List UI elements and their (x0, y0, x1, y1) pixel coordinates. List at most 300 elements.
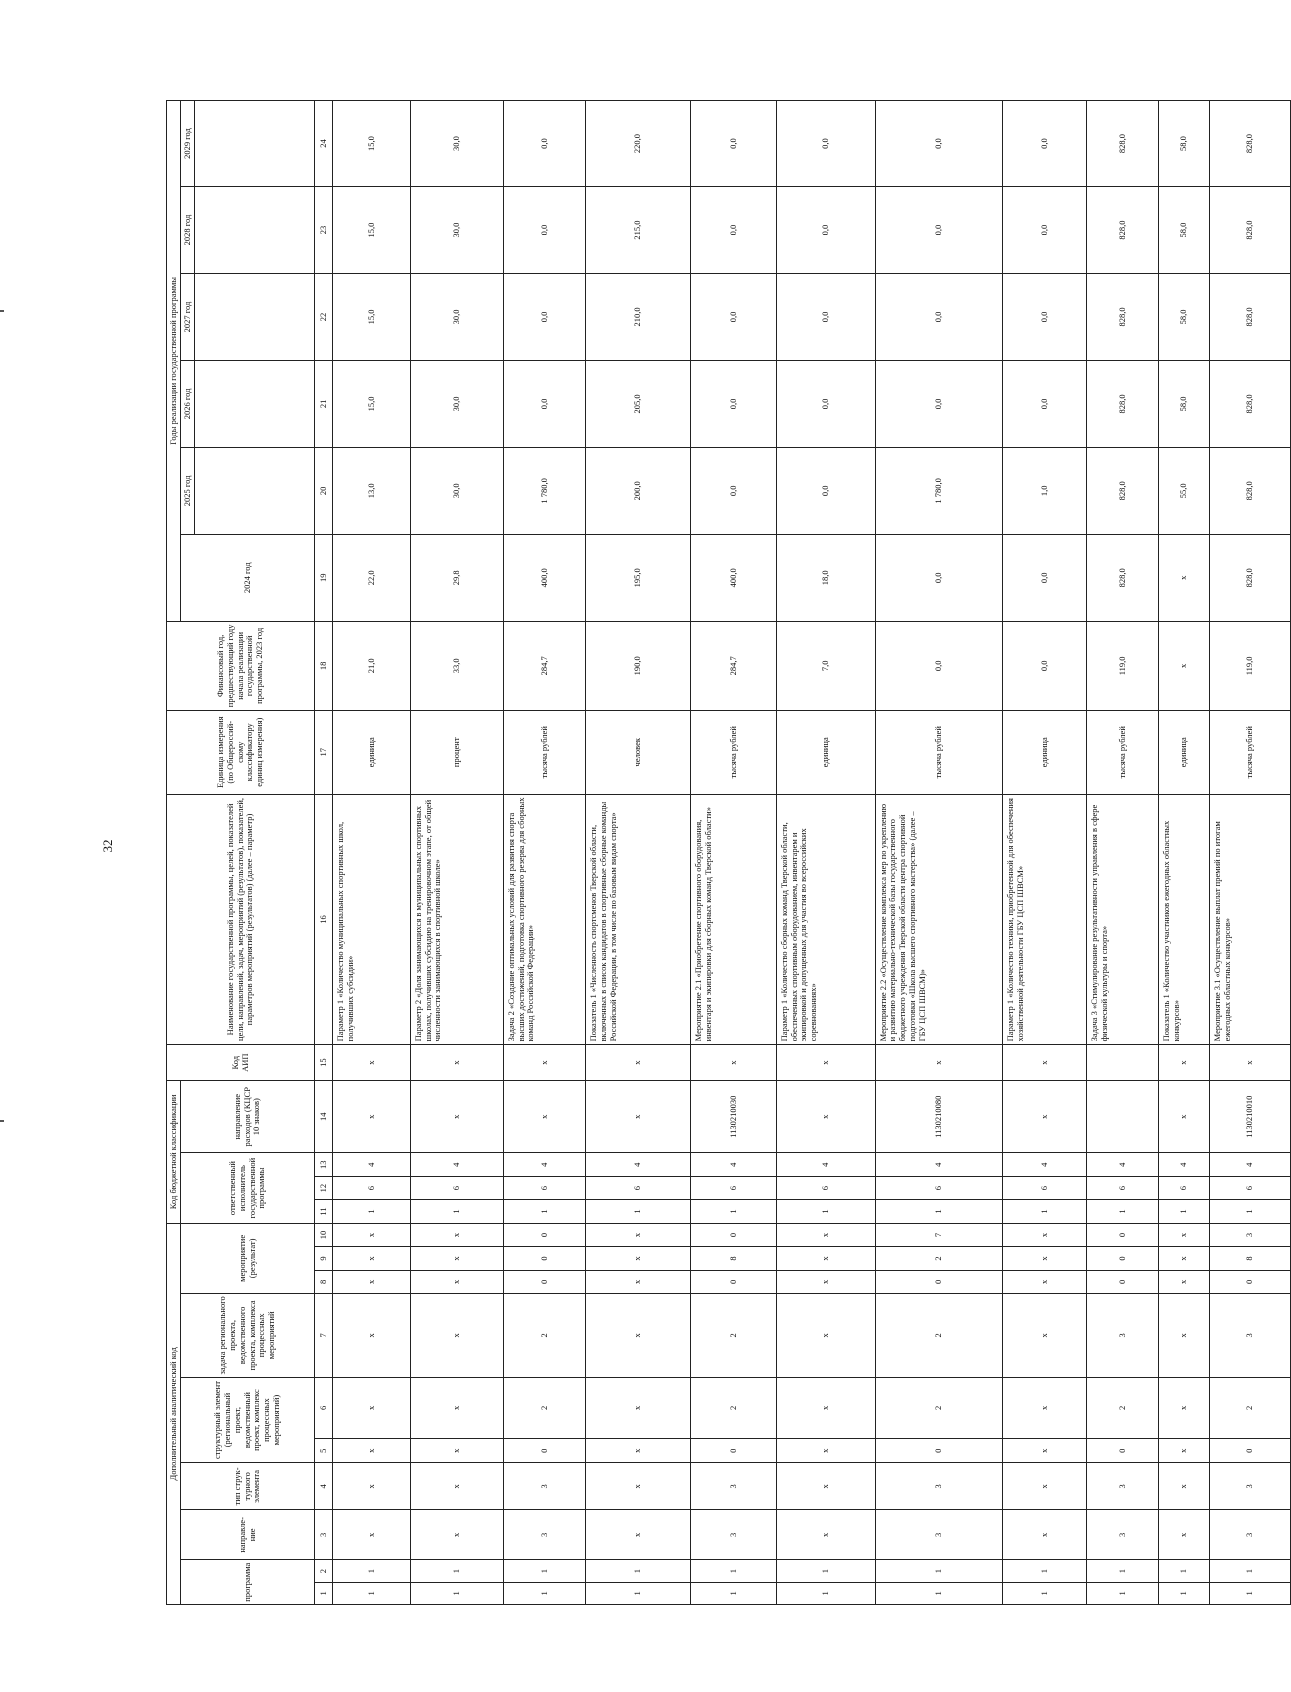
value-cell: 215,0 (586, 187, 691, 274)
code-cell: х (410, 1510, 503, 1560)
code-cell: 0 (1087, 1438, 1159, 1463)
code-cell: 0 (1087, 1223, 1159, 1247)
value-cell: 58,0 (1159, 360, 1210, 447)
column-number: 8 (315, 1270, 333, 1293)
column-number: 9 (315, 1247, 333, 1270)
value-cell: 55,0 (1159, 447, 1210, 534)
value-cell: 18,0 (776, 534, 875, 621)
code-cell: х (410, 1045, 503, 1081)
code-cell: 1 (503, 1582, 585, 1604)
value-cell: 828,0 (1209, 101, 1290, 187)
code-cell: 4 (333, 1153, 411, 1176)
value-cell: 15,0 (333, 187, 411, 274)
code-cell: х (776, 1270, 875, 1293)
code-cell: 0 (503, 1270, 585, 1293)
column-number: 24 (315, 101, 333, 187)
value-cell: 0,0 (1003, 274, 1087, 361)
unit-cell: единица (333, 710, 411, 794)
code-cell: 7 (875, 1223, 1002, 1247)
code-cell: 4 (410, 1153, 503, 1176)
code-cell: 1 (1209, 1582, 1290, 1604)
code-cell: 0 (691, 1438, 776, 1463)
value-cell: 828,0 (1209, 360, 1290, 447)
value-cell: 828,0 (1087, 101, 1159, 187)
unit-cell: тысяча рублей (1087, 710, 1159, 794)
value-cell: 13,0 (333, 447, 411, 534)
code-cell: 1 (1209, 1200, 1290, 1223)
table-row (875, 101, 1002, 1605)
year-2027-header: 2027 год (181, 274, 195, 361)
table-body (333, 101, 1291, 1605)
value-cell: 828,0 (1087, 187, 1159, 274)
column-number: 7 (315, 1294, 333, 1378)
value-cell: 33,0 (410, 621, 503, 710)
code-cell: х (1003, 1223, 1087, 1247)
code-cell: 0 (1087, 1247, 1159, 1270)
column-number: 14 (315, 1081, 333, 1153)
unit-cell: тысяча рублей (875, 710, 1002, 794)
item-name-cell: Мероприятие 3.1 «Осуществление выплат премий по итогам ежегодных областных конкурсов» (1209, 794, 1290, 1045)
column-number: 18 (315, 621, 333, 710)
value-cell: 400,0 (503, 534, 585, 621)
code-cell: х (1159, 1045, 1210, 1081)
item-name-cell: Задача 2 «Создание оптимальных условий для развития спорта высших достижений, подготовка спортивного резерва для сборных команд Российской Федерации» (503, 794, 585, 1045)
code-cell: 3 (503, 1463, 585, 1510)
code-cell: 1 (586, 1582, 691, 1604)
code-cell: 3 (875, 1463, 1002, 1510)
code-cell: 0 (1087, 1270, 1159, 1293)
code-cell: х (776, 1377, 875, 1438)
column-number: 22 (315, 274, 333, 361)
code-cell: х (1159, 1377, 1210, 1438)
value-cell: 0,0 (776, 187, 875, 274)
struct-element-header: структурный элемент (региональный проект, ведомственный проект, комплекс процессных мероприятий) (181, 1377, 315, 1463)
code-cell: 6 (333, 1176, 411, 1199)
value-cell: 828,0 (1209, 274, 1290, 361)
code-cell: 3 (1087, 1510, 1159, 1560)
code-cell: 1 (1003, 1582, 1087, 1604)
year-cell-spacer (195, 274, 315, 361)
value-cell: 828,0 (1209, 447, 1290, 534)
code-cell: х (875, 1045, 1002, 1081)
code-cell: х (410, 1270, 503, 1293)
value-cell: 58,0 (1159, 274, 1210, 361)
year-cell-spacer (195, 447, 315, 534)
value-cell: 0,0 (875, 101, 1002, 187)
column-number: 1 (315, 1582, 333, 1604)
code-cell: 0 (1209, 1270, 1290, 1293)
code-cell: 0 (503, 1247, 585, 1270)
code-cell: х (333, 1294, 411, 1378)
code-cell: 6 (1209, 1176, 1290, 1199)
code-cell: 6 (691, 1176, 776, 1199)
code-cell: х (410, 1377, 503, 1438)
code-cell: х (503, 1045, 585, 1081)
code-cell: х (333, 1510, 411, 1560)
code-cell: х (410, 1438, 503, 1463)
code-cell: 1 (333, 1560, 411, 1582)
column-number: 3 (315, 1510, 333, 1560)
code-cell: х (776, 1081, 875, 1153)
code-cell: 4 (503, 1153, 585, 1176)
code-cell: х (333, 1081, 411, 1153)
code-cell: 2 (691, 1294, 776, 1378)
code-cell: х (503, 1081, 585, 1153)
name-header: Наименование государственной программы, целей, показателей цели, направлений, задач, мероприятий (результатов), показателей, параметров мероприятий (результатов) (далее – параметр) (167, 794, 315, 1045)
code-cell: 2 (503, 1294, 585, 1378)
code-cell: 0 (503, 1438, 585, 1463)
code-cell: х (1159, 1463, 1210, 1510)
column-number: 5 (315, 1438, 333, 1463)
value-cell: 0,0 (875, 274, 1002, 361)
code-cell: 1130210010 (1209, 1081, 1290, 1153)
item-name-cell: Мероприятие 2.2 «Осуществление комплекса мер по укреплению и развитию материально-технической базы государственного бюджетного учреждения Тверской области центра спортивной подготовки «Школа высшего спортивного мастерства» (далее – ГБУ ЦСП ШВСМ)» (875, 794, 1002, 1045)
table-row (410, 101, 503, 1605)
code-cell: х (1159, 1438, 1210, 1463)
unit-cell: тысяча рублей (503, 710, 585, 794)
unit-cell: тысяча рублей (1209, 710, 1290, 794)
table-row (586, 101, 691, 1605)
code-cell: 1 (503, 1560, 585, 1582)
value-cell: 200,0 (586, 447, 691, 534)
value-cell: 58,0 (1159, 101, 1210, 187)
code-cell: х (333, 1463, 411, 1510)
code-cell: х (776, 1510, 875, 1560)
prior-year-header: Финансовый год, предшествующий году начала реализации государственной программы, 2023 год (167, 621, 315, 710)
code-cell: х (586, 1270, 691, 1293)
code-cell: 3 (1087, 1294, 1159, 1378)
code-cell: 6 (410, 1176, 503, 1199)
code-cell: 1 (1087, 1560, 1159, 1582)
value-cell: 119,0 (1087, 621, 1159, 710)
code-cell: 4 (875, 1153, 1002, 1176)
code-cell: х (691, 1045, 776, 1081)
value-cell: 205,0 (586, 360, 691, 447)
code-cell: 8 (1209, 1247, 1290, 1270)
code-cell: х (1003, 1045, 1087, 1081)
rotated-table-area (166, 100, 1291, 1605)
code-cell: х (1159, 1247, 1210, 1270)
code-cell: х (776, 1438, 875, 1463)
value-cell: 400,0 (691, 534, 776, 621)
column-number: 16 (315, 794, 333, 1045)
item-name-cell: Показатель 1 «Количество участников ежегодных областных конкурсов» (1159, 794, 1210, 1045)
column-number: 12 (315, 1176, 333, 1199)
value-cell: 0,0 (875, 360, 1002, 447)
code-cell: 1 (503, 1200, 585, 1223)
value-cell: 0,0 (691, 360, 776, 447)
event-header: мероприятие (результат) (181, 1223, 315, 1293)
code-cell: 4 (1209, 1153, 1290, 1176)
code-cell: 2 (1087, 1377, 1159, 1438)
edge-mark (0, 1120, 4, 1122)
executor-header: ответственный исполнитель государственной программы (181, 1153, 315, 1223)
code-cell: 6 (503, 1176, 585, 1199)
code-cell: 0 (691, 1223, 776, 1247)
unit-cell: единица (776, 710, 875, 794)
code-cell: х (333, 1223, 411, 1247)
page-number: 32 (100, 839, 115, 853)
item-name-cell: Показатель 1 «Численность спортсменов Тверской области, включенных в список кандидатов в спортивные сборные команды Российской Федерации, в том числе по базовым видам спорта» (586, 794, 691, 1045)
value-cell: 0,0 (1003, 187, 1087, 274)
code-cell: 1 (410, 1560, 503, 1582)
code-cell: х (410, 1223, 503, 1247)
struct-type-header: тип струк-турного элемента (181, 1463, 315, 1510)
table-row (1209, 101, 1290, 1605)
value-cell: 220,0 (586, 101, 691, 187)
code-cell: 1130210030 (691, 1081, 776, 1153)
code-cell: х (1209, 1045, 1290, 1081)
code-cell: х (586, 1438, 691, 1463)
year-2029-header: 2029 год (181, 101, 195, 187)
code-cell: 4 (1003, 1153, 1087, 1176)
years-header: Годы реализации государственной программы (167, 101, 181, 622)
value-cell: 22,0 (333, 534, 411, 621)
code-cell: 1 (691, 1200, 776, 1223)
code-cell: 1 (1159, 1582, 1210, 1604)
code-cell: х (776, 1294, 875, 1378)
table-row (1003, 101, 1087, 1605)
value-cell: 0,0 (776, 274, 875, 361)
value-cell: 1 780,0 (503, 447, 585, 534)
code-cell: 1 (1087, 1200, 1159, 1223)
column-number: 13 (315, 1153, 333, 1176)
value-cell: 0,0 (776, 360, 875, 447)
value-cell: х (1159, 621, 1210, 710)
column-number-row (315, 101, 333, 1605)
code-cell: 0 (875, 1270, 1002, 1293)
value-cell: 0,0 (691, 447, 776, 534)
column-number: 6 (315, 1377, 333, 1438)
year-cell-spacer (195, 101, 315, 187)
code-cell: х (776, 1223, 875, 1247)
unit-cell: единица (1159, 710, 1210, 794)
code-cell: 1 (1003, 1560, 1087, 1582)
value-cell: 29,8 (410, 534, 503, 621)
value-cell: 30,0 (410, 101, 503, 187)
code-cell: 2 (691, 1377, 776, 1438)
item-name-cell: Параметр 1 «Количество муниципальных спортивных школ, получивших субсидии» (333, 794, 411, 1045)
code-cell: х (1159, 1510, 1210, 1560)
code-cell: х (1003, 1270, 1087, 1293)
item-name-cell: Задача 3 «Стимулирование результативности управления в сфере физической культуры и спорта» (1087, 794, 1159, 1045)
value-cell: 15,0 (333, 360, 411, 447)
task-header: задача регионального проекта, ведомственного проекта, комплекса процессных мероприятий (181, 1294, 315, 1378)
code-cell: х (333, 1377, 411, 1438)
value-cell: 15,0 (333, 274, 411, 361)
code-cell: 2 (875, 1294, 1002, 1378)
value-cell: 0,0 (503, 360, 585, 447)
code-cell: х (586, 1294, 691, 1378)
code-cell: 1 (691, 1560, 776, 1582)
value-cell: 0,0 (875, 621, 1002, 710)
code-cell: х (586, 1510, 691, 1560)
code-cell: 1 (875, 1582, 1002, 1604)
code-cell: 1 (691, 1582, 776, 1604)
code-cell: 8 (691, 1247, 776, 1270)
code-cell: х (410, 1247, 503, 1270)
code-cell: 0 (691, 1270, 776, 1293)
code-cell: 4 (691, 1153, 776, 1176)
value-cell: 0,0 (1003, 101, 1087, 187)
code-cell: 1130210080 (875, 1081, 1002, 1153)
code-cell: 2 (875, 1377, 1002, 1438)
value-cell: 284,7 (691, 621, 776, 710)
column-number: 11 (315, 1200, 333, 1223)
code-cell: х (1159, 1270, 1210, 1293)
value-cell: 15,0 (333, 101, 411, 187)
code-cell: 4 (586, 1153, 691, 1176)
code-cell: 4 (1159, 1153, 1210, 1176)
value-cell: 0,0 (1003, 360, 1087, 447)
value-cell: 190,0 (586, 621, 691, 710)
code-cell: 2 (875, 1247, 1002, 1270)
code-cell: х (1003, 1463, 1087, 1510)
code-cell: 3 (1209, 1223, 1290, 1247)
code-cell: 0 (1209, 1438, 1290, 1463)
value-cell: 0,0 (1003, 621, 1087, 710)
value-cell: 0,0 (503, 274, 585, 361)
code-cell: х (1159, 1081, 1210, 1153)
code-cell: 3 (875, 1510, 1002, 1560)
code-cell: 6 (1087, 1176, 1159, 1199)
column-number: 23 (315, 187, 333, 274)
value-cell: 1 780,0 (875, 447, 1002, 534)
code-cell: х (586, 1223, 691, 1247)
code-cell: х (1159, 1294, 1210, 1378)
code-cell: х (776, 1463, 875, 1510)
code-cell: 3 (691, 1510, 776, 1560)
value-cell: 0,0 (776, 101, 875, 187)
aip-code-header: Код АИП (167, 1045, 315, 1081)
value-cell: 0,0 (776, 447, 875, 534)
year-2025-header: 2025 год (181, 447, 195, 534)
code-cell: 1 (1209, 1560, 1290, 1582)
table-row (503, 101, 585, 1605)
value-cell: 0,0 (691, 274, 776, 361)
code-cell: х (586, 1463, 691, 1510)
value-cell: 30,0 (410, 187, 503, 274)
table-row (333, 101, 411, 1605)
value-cell: 0,0 (503, 101, 585, 187)
code-cell: х (586, 1045, 691, 1081)
code-cell: х (1003, 1510, 1087, 1560)
code-cell (1087, 1081, 1159, 1153)
code-cell: 1 (410, 1582, 503, 1604)
code-cell: 2 (503, 1377, 585, 1438)
code-cell (1087, 1045, 1159, 1081)
code-cell: х (1003, 1438, 1087, 1463)
code-cell: 1 (1003, 1200, 1087, 1223)
code-cell: 3 (503, 1510, 585, 1560)
code-cell: 6 (1159, 1176, 1210, 1199)
code-cell: х (333, 1045, 411, 1081)
code-cell: 1 (586, 1560, 691, 1582)
code-cell: 6 (586, 1176, 691, 1199)
value-cell: 828,0 (1209, 187, 1290, 274)
table-row (691, 101, 776, 1605)
column-number: 17 (315, 710, 333, 794)
table-row (776, 101, 875, 1605)
code-cell: 3 (691, 1463, 776, 1510)
code-cell: 1 (776, 1200, 875, 1223)
table-row (1087, 101, 1159, 1605)
value-cell: 195,0 (586, 534, 691, 621)
value-cell: 828,0 (1087, 534, 1159, 621)
code-cell: 1 (410, 1200, 503, 1223)
code-cell: 1 (1087, 1582, 1159, 1604)
value-cell: 30,0 (410, 274, 503, 361)
program-header: программа (181, 1560, 315, 1605)
value-cell: 30,0 (410, 447, 503, 534)
code-cell: 0 (875, 1438, 1002, 1463)
code-cell: 1 (776, 1582, 875, 1604)
year-2026-header: 2026 год (181, 360, 195, 447)
value-cell: 828,0 (1087, 447, 1159, 534)
item-name-cell: Мероприятие 2.1 «Приобретение спортивного оборудования, инвентаря и экипировки для сборных команд Тверской области» (691, 794, 776, 1045)
value-cell: 828,0 (1209, 534, 1290, 621)
code-cell: х (333, 1438, 411, 1463)
unit-cell: тысяча рублей (691, 710, 776, 794)
code-cell: 1 (333, 1200, 411, 1223)
code-cell: 1 (333, 1582, 411, 1604)
code-cell: 4 (1087, 1153, 1159, 1176)
code-cell: х (776, 1247, 875, 1270)
code-cell: 4 (776, 1153, 875, 1176)
year-cell-spacer (195, 187, 315, 274)
column-number: 21 (315, 360, 333, 447)
edge-mark (0, 310, 4, 312)
code-cell: 6 (776, 1176, 875, 1199)
budget-code-header: Код бюджетной классификации (167, 1081, 181, 1224)
code-cell: х (410, 1294, 503, 1378)
code-cell: 3 (1209, 1294, 1290, 1378)
code-cell: х (586, 1081, 691, 1153)
value-cell: 284,7 (503, 621, 585, 710)
unit-header: Единица измерения (по Общероссий-скому классификатору единиц измерения) (167, 710, 315, 794)
value-cell: 1,0 (1003, 447, 1087, 534)
value-cell: 828,0 (1087, 274, 1159, 361)
code-cell: х (1003, 1081, 1087, 1153)
code-cell: 6 (1003, 1176, 1087, 1199)
column-number: 20 (315, 447, 333, 534)
code-cell: х (1003, 1377, 1087, 1438)
value-cell: 21,0 (333, 621, 411, 710)
code-cell: х (410, 1081, 503, 1153)
value-cell: 0,0 (691, 101, 776, 187)
table-row (1159, 101, 1210, 1605)
value-cell: 0,0 (875, 534, 1002, 621)
column-number: 19 (315, 534, 333, 621)
year-cell-spacer (195, 360, 315, 447)
code-cell: 1 (1159, 1560, 1210, 1582)
value-cell: 0,0 (875, 187, 1002, 274)
column-number: 10 (315, 1223, 333, 1247)
value-cell: 0,0 (691, 187, 776, 274)
code-cell: х (410, 1463, 503, 1510)
value-cell: 30,0 (410, 360, 503, 447)
year-2028-header: 2028 год (181, 187, 195, 274)
code-cell: 6 (875, 1176, 1002, 1199)
item-name-cell: Параметр 2 «Доля занимающихся в муниципальных спортивных школах, получивших субсидию на тренировочном этапе, от общей численности занимающихся в спортивной школе» (410, 794, 503, 1045)
unit-cell: процент (410, 710, 503, 794)
code-cell: 1 (776, 1560, 875, 1582)
unit-cell: единица (1003, 710, 1087, 794)
code-cell: 1 (586, 1200, 691, 1223)
expense-header: направление расходов (КЦСР 10 знаков) (181, 1081, 315, 1153)
value-cell: 210,0 (586, 274, 691, 361)
code-cell: х (1003, 1294, 1087, 1378)
